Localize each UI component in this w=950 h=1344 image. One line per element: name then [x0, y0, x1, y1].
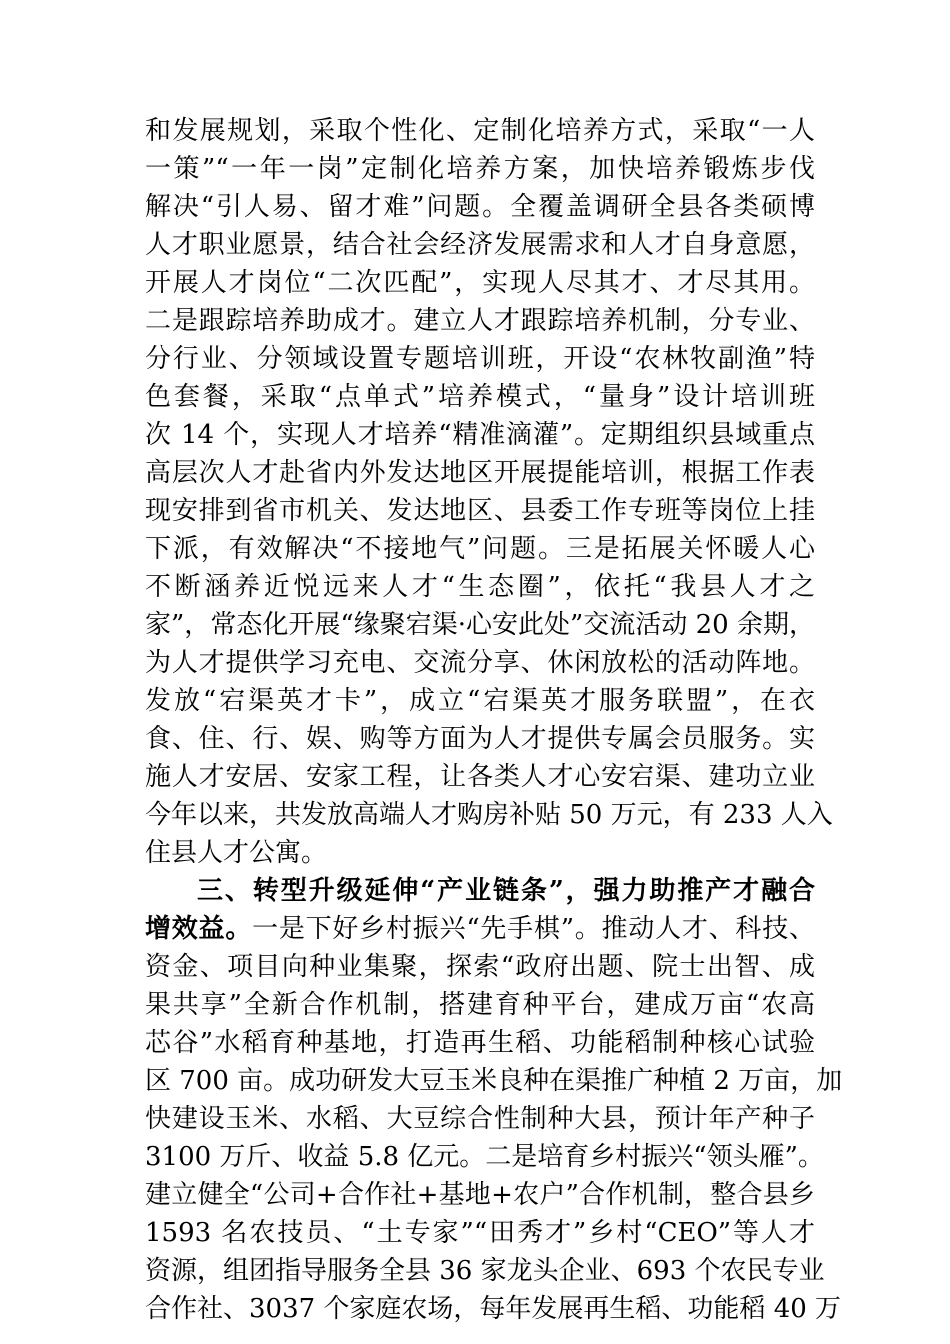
- text-line: 现安排到省市机关、发达地区、县委工作专班等岗位上挂: [145, 496, 815, 526]
- text-line: 家”，常态化开展“缘聚宕渠·心安此处”交流活动 20 余期，: [145, 610, 815, 640]
- text-line: 下派，有效解决“不接地气”问题。三是拓展关怀暖人心: [145, 534, 815, 564]
- text-line: 次 14 个，实现人才培养“精准滴灌”。定期组织县域重点: [145, 420, 815, 450]
- text-line: 区 700 亩。成功研发大豆玉米良种在渠推广种植 2 万亩，加: [145, 1066, 843, 1096]
- text-line: 施人才安居、安家工程，让各类人才心安宕渠、建功立业: [145, 762, 815, 792]
- text-line: 高层次人才赴省内外发达地区开展提能培训，根据工作表: [145, 458, 815, 488]
- text-line: 住县人才公寓。: [145, 838, 328, 868]
- text-line: 今年以来，共发放高端人才购房补贴 50 万元，有 233 人入: [145, 800, 833, 830]
- text-line: 发放“宕渠英才卡”，成立“宕渠英才服务联盟”，在衣: [145, 686, 815, 716]
- text-line: 芯谷”水稻育种基地，打造再生稻、功能稻制种核心试验: [145, 1028, 815, 1058]
- text-line: 资金、项目向种业集聚，探索“政府出题、院士出智、成: [145, 952, 815, 982]
- text-line: 快建设玉米、水稻、大豆综合性制种大县，预计年产种子: [145, 1104, 815, 1134]
- text-line: 果共享”全新合作机制，搭建育种平台，建成万亩“农高: [145, 990, 815, 1020]
- text-line: 不断涵养近悦远来人才“生态圈”，依托“我县人才之: [145, 572, 815, 602]
- text-run: 一是下好乡村振兴“先手棋”。推动人才、科技、: [252, 914, 815, 944]
- text-line: 1593 名农技员、“土专家”“田秀才”乡村“CEO”等人才: [145, 1218, 815, 1248]
- text-line: 人才职业愿景，结合社会经济发展需求和人才自身意愿，: [145, 230, 815, 260]
- text-line: 开展人才岗位“二次匹配”，实现人尽其才、才尽其用。: [145, 268, 815, 298]
- text-line: 一策”“一年一岗”定制化培养方案，加快培养锻炼步伐: [145, 154, 815, 184]
- text-line: 和发展规划，采取个性化、定制化培养方式，采取“一人: [145, 116, 815, 146]
- section-heading-end: 增效益。: [145, 914, 253, 944]
- text-line: 解决“引人易、留才难”问题。全覆盖调研全县各类硕博: [145, 192, 815, 222]
- text-line: 色套餐，采取“点单式”培养模式，“量身”设计培训班: [145, 382, 815, 412]
- text-line: 3100 万斤、收益 5.8 亿元。二是培育乡村振兴“领头雁”。: [145, 1142, 824, 1172]
- text-line: [145, 910, 815, 948]
- text-line: 分行业、分领域设置专题培训班，开设“农林牧副渔”特: [145, 344, 815, 374]
- paragraph-continuation: [145, 112, 833, 872]
- text-line: 合作社、3037 个家庭农场，每年发展再生稻、功能稻 40 万: [145, 1294, 842, 1324]
- text-line: 食、住、行、娱、购等方面为人才提供专属会员服务。实: [145, 724, 815, 754]
- paragraph-section-three: [145, 872, 843, 1328]
- section-heading: 三、转型升级延伸“产业链条”，强力助推产才融合: [197, 876, 815, 906]
- text-line: 二是跟踪培养助成才。建立人才跟踪培养机制，分专业、: [145, 306, 815, 336]
- text-line: 资源，组团指导服务全县 36 家龙头企业、693 个农民专业: [145, 1256, 825, 1286]
- body-text: [145, 112, 843, 1328]
- text-line: 建立健全“公司+合作社+基地+农户”合作机制，整合县乡: [145, 1180, 815, 1210]
- text-line: 为人才提供学习充电、交流分享、休闲放松的活动阵地。: [145, 648, 815, 678]
